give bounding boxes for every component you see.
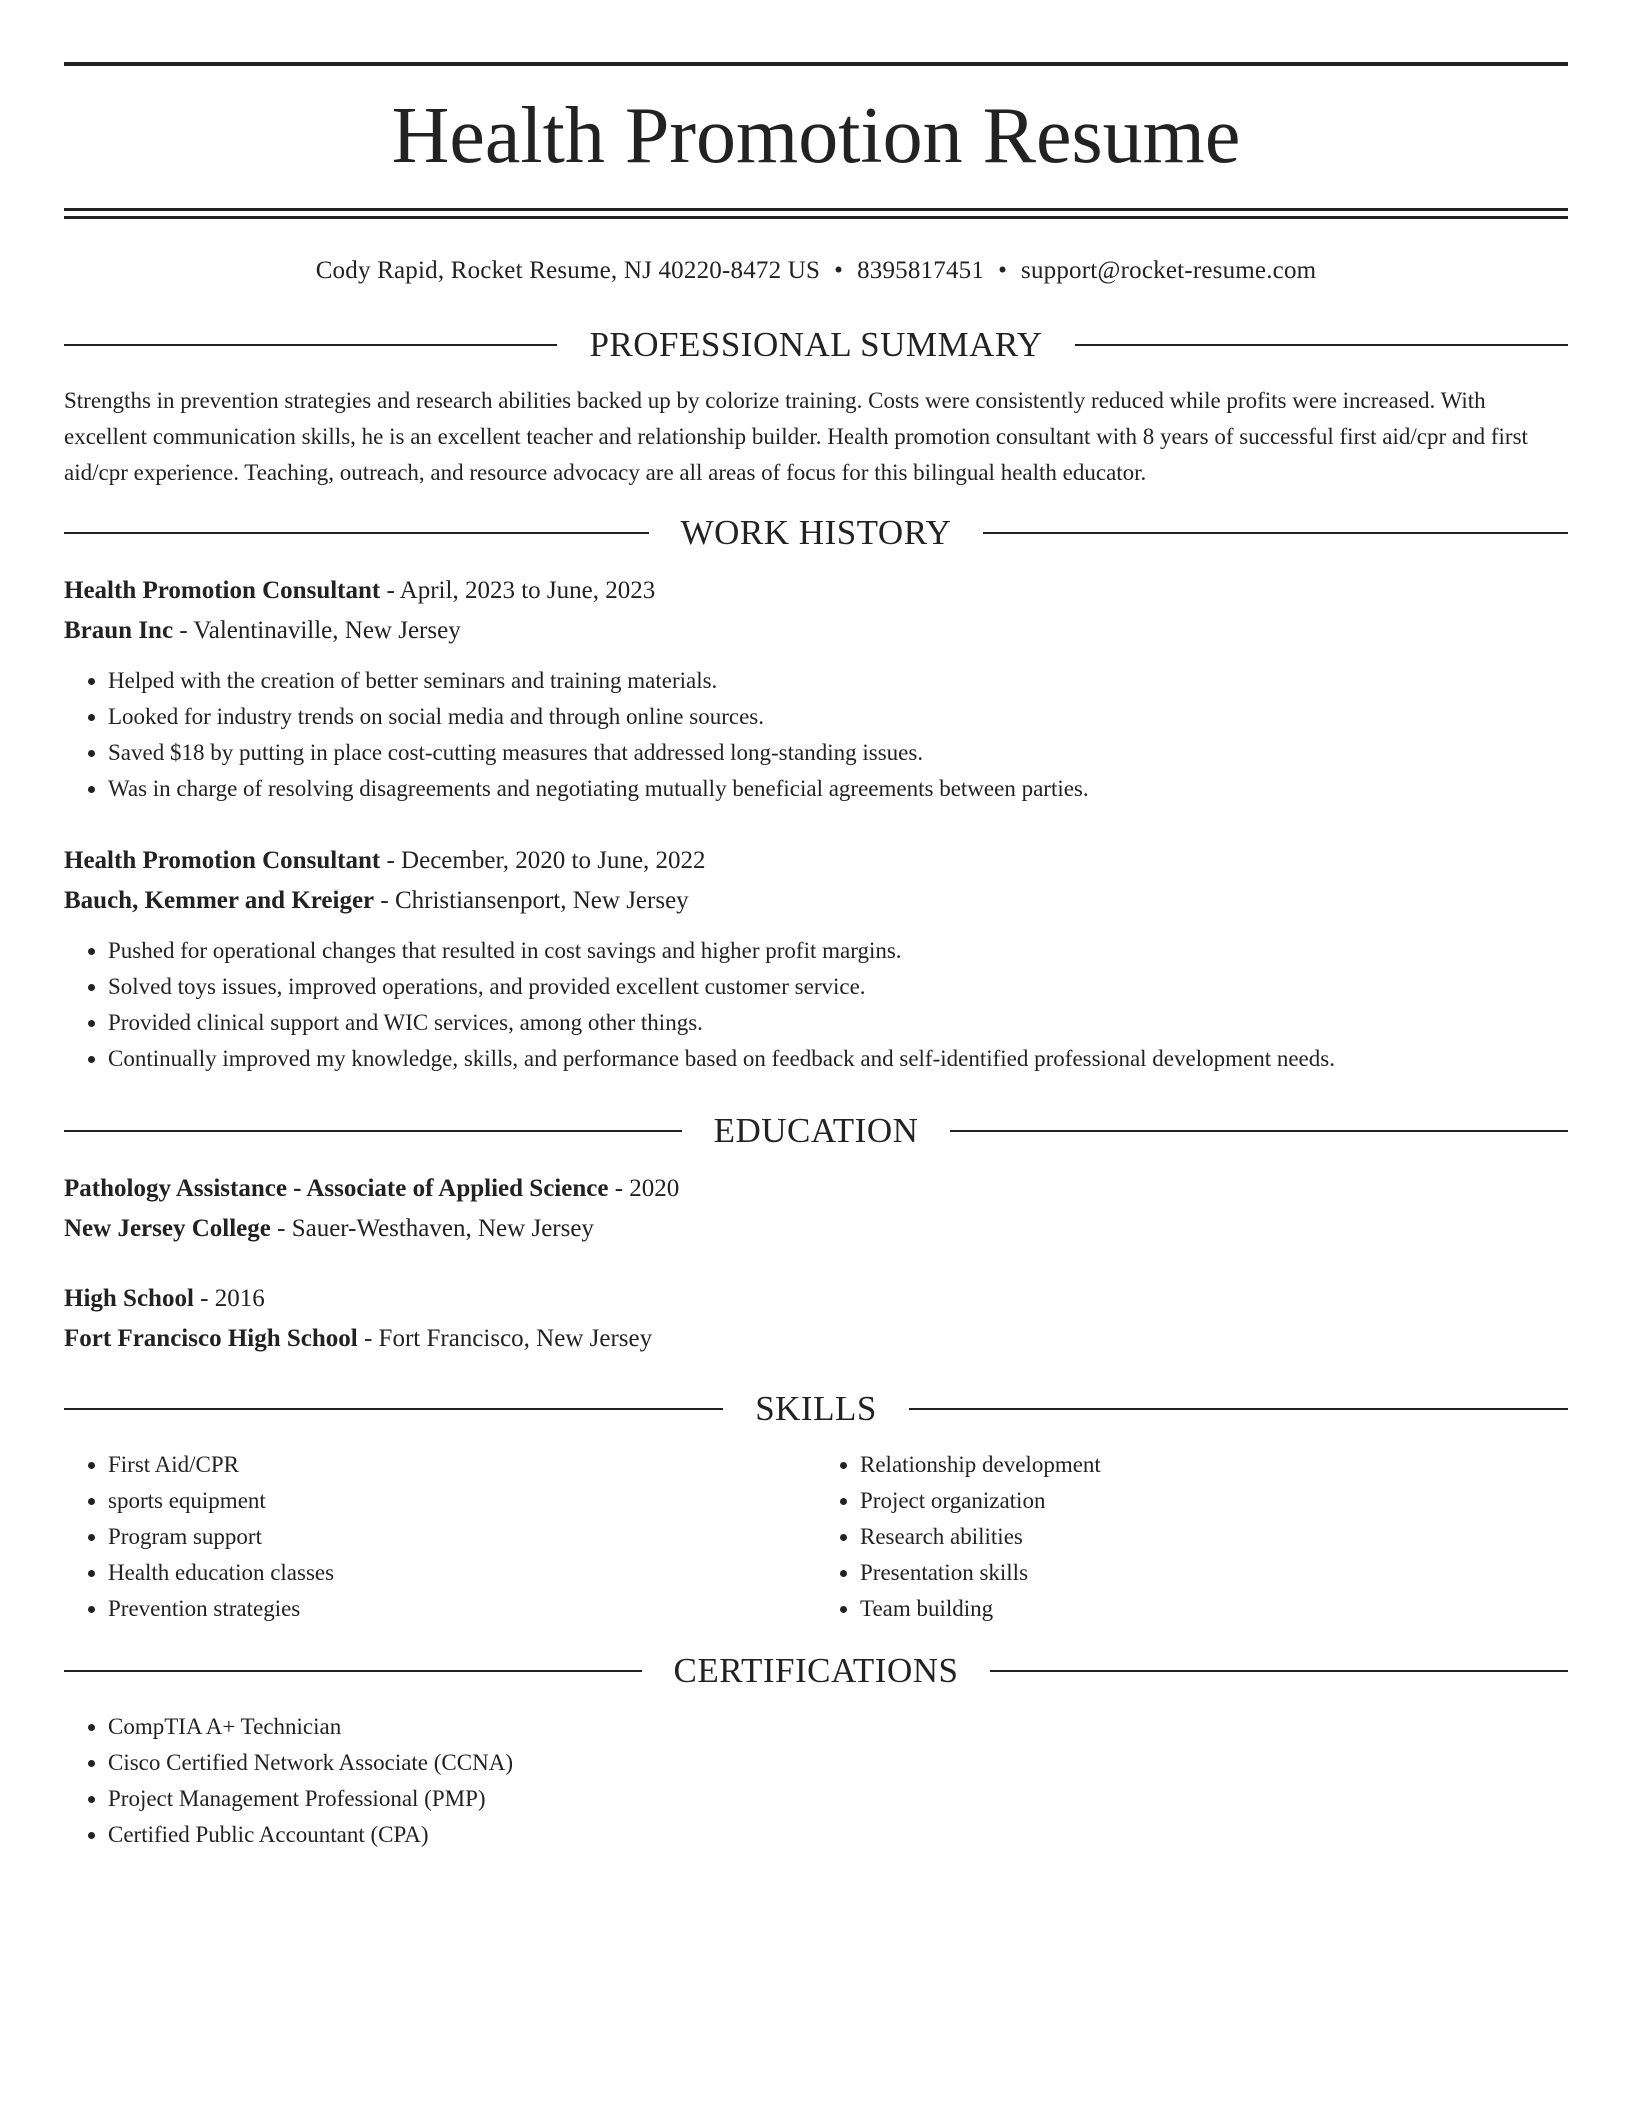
- list-item: • Certified Public Accountant (CPA): [108, 1817, 1568, 1853]
- job-company-line: [64, 611, 1568, 651]
- job-company: Bauch, Kemmer and Kreiger: [64, 887, 375, 914]
- school-location: - Fort Francisco, New Jersey: [357, 1325, 653, 1352]
- school: New Jersey College: [64, 1215, 271, 1242]
- divider: [64, 1408, 723, 1410]
- list-item: • Team building: [860, 1591, 1568, 1627]
- school-line: [64, 1209, 1568, 1249]
- degree: High School: [64, 1285, 194, 1312]
- job-bullets: [64, 933, 1568, 1077]
- job-company: Braun Inc: [64, 617, 174, 644]
- contact-separator: •: [834, 257, 844, 284]
- divider: [64, 532, 649, 534]
- divider: [64, 1130, 682, 1132]
- list-item: • Project organization: [860, 1483, 1568, 1519]
- education-entry: [64, 1279, 1568, 1359]
- list-item: • Project Management Professional (PMP): [108, 1781, 1568, 1817]
- contact-separator: •: [998, 257, 1008, 284]
- certifications-list: [64, 1709, 1568, 1853]
- divider: [1075, 344, 1568, 346]
- section-header-education: [64, 1111, 1568, 1151]
- job-title-line: [64, 841, 1568, 881]
- school: Fort Francisco High School: [64, 1325, 358, 1352]
- degree-line: [64, 1279, 1568, 1319]
- section-header-work: [64, 513, 1568, 553]
- job-dates: - April, 2023 to June, 2023: [380, 577, 656, 604]
- degree-line: [64, 1169, 1568, 1209]
- list-item: • Continually improved my knowledge, skills, and performance based on feedback and self-identified professional development needs.: [108, 1041, 1568, 1077]
- school-line: [64, 1319, 1568, 1359]
- section-header-skills: [64, 1389, 1568, 1429]
- list-item: • Provided clinical support and WIC services, among other things.: [108, 1005, 1568, 1041]
- degree-year: - 2016: [193, 1285, 265, 1312]
- list-item: • Was in charge of resolving disagreements and negotiating mutually beneficial agreements between parties.: [108, 771, 1568, 807]
- contact-address: Cody Rapid, Rocket Resume, NJ 40220-8472 US: [315, 257, 821, 284]
- skills-grid: [64, 1447, 1568, 1627]
- school-location: - Sauer-Westhaven, New Jersey: [270, 1215, 594, 1242]
- divider: [64, 1670, 642, 1672]
- job-location: - Valentinaville, New Jersey: [173, 617, 461, 644]
- double-rule: [64, 208, 1568, 219]
- job-title: Health Promotion Consultant: [64, 847, 381, 874]
- education-entry: [64, 1169, 1568, 1249]
- section-title-skills: SKILLS: [755, 1389, 877, 1428]
- list-item: • Saved $18 by putting in place cost-cutting measures that addressed long-standing issues.: [108, 735, 1568, 771]
- divider: [64, 344, 557, 346]
- contact-phone: 8395817451: [857, 257, 985, 284]
- list-item: • sports equipment: [108, 1483, 816, 1519]
- job-title-line: [64, 571, 1568, 611]
- skills-column-left: [64, 1447, 816, 1627]
- divider: [950, 1130, 1568, 1132]
- divider: [990, 1670, 1568, 1672]
- divider: [909, 1408, 1568, 1410]
- list-item: • CompTIA A+ Technician: [108, 1709, 1568, 1745]
- list-item: • Helped with the creation of better seminars and training materials.: [108, 663, 1568, 699]
- job-bullets: [64, 663, 1568, 807]
- list-item: • Cisco Certified Network Associate (CCNA): [108, 1745, 1568, 1781]
- page-title: Health Promotion Resume: [391, 92, 1241, 180]
- contact-line: [64, 257, 1568, 285]
- job-dates: - December, 2020 to June, 2022: [380, 847, 706, 874]
- list-item: • Health education classes: [108, 1555, 816, 1591]
- job-location: - Christiansenport, New Jersey: [374, 887, 689, 914]
- divider: [983, 532, 1568, 534]
- section-title-summary: PROFESSIONAL SUMMARY: [589, 325, 1043, 364]
- job-company-line: [64, 881, 1568, 921]
- list-item: • Presentation skills: [860, 1555, 1568, 1591]
- degree: Pathology Assistance - Associate of Applied Science: [64, 1175, 609, 1202]
- list-item: • Program support: [108, 1519, 816, 1555]
- work-entry: [64, 571, 1568, 807]
- skills-column-right: [816, 1447, 1568, 1627]
- list-item: • Research abilities: [860, 1519, 1568, 1555]
- list-item: • Solved toys issues, improved operations, and provided excellent customer service.: [108, 969, 1568, 1005]
- list-item: • First Aid/CPR: [108, 1447, 816, 1483]
- section-header-summary: [64, 325, 1568, 365]
- list-item: • Relationship development: [860, 1447, 1568, 1483]
- summary-text: Strengths in prevention strategies and research abilities backed up by colorize training. Costs were consistently reduced while profits were increased. With excellent communication skills, he is an excellent teacher and relationship builder. Health promotion consultant with 8 years of successful first aid/cpr and first aid/cpr experience. Teaching, outreach, and resource advocacy are all areas of focus for this bilingual health educator.: [64, 388, 1528, 485]
- section-header-certifications: [64, 1651, 1568, 1691]
- list-item: • Looked for industry trends on social media and through online sources.: [108, 699, 1568, 735]
- list-item: • Pushed for operational changes that resulted in cost savings and higher profit margins.: [108, 933, 1568, 969]
- section-title-certifications: CERTIFICATIONS: [673, 1651, 959, 1690]
- job-title: Health Promotion Consultant: [64, 577, 381, 604]
- degree-year: - 2020: [608, 1175, 680, 1202]
- contact-email: support@rocket-resume.com: [1021, 257, 1317, 284]
- work-entry: [64, 841, 1568, 1077]
- list-item: • Prevention strategies: [108, 1591, 816, 1627]
- section-title-education: EDUCATION: [713, 1111, 919, 1150]
- section-title-work: WORK HISTORY: [680, 513, 952, 552]
